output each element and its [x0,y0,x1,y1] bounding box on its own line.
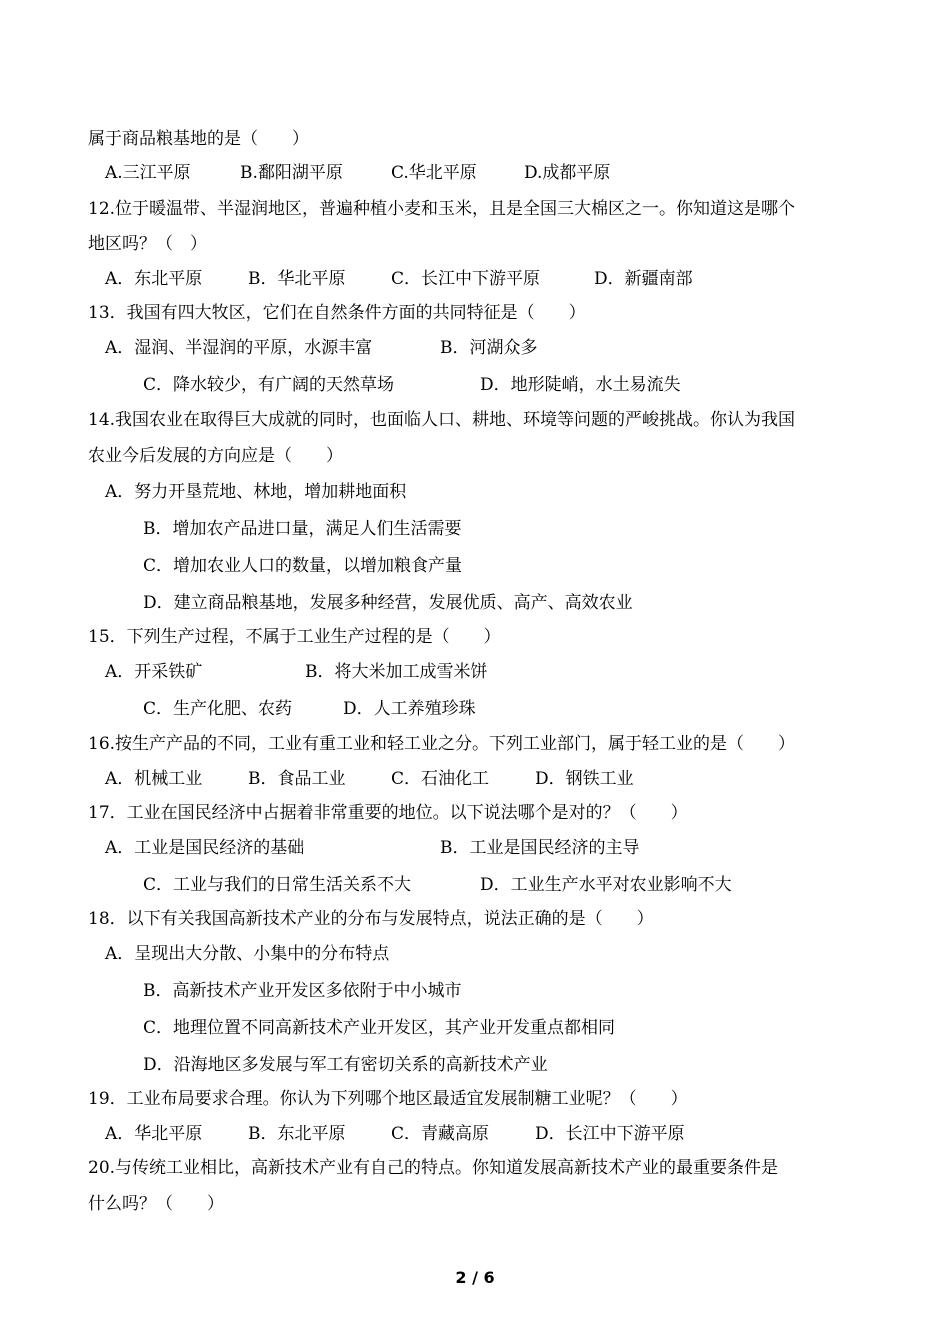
q16-option-a: A．机械工业 [105,769,203,789]
q16-option-b: B．食品工业 [248,769,346,789]
q16-option-c: C．石油化工 [391,769,490,789]
q11-option-a: A.三江平原 [105,163,191,183]
q15-option-a: A．开采铁矿 [105,662,203,682]
q16-option-d: D．钢铁工业 [535,769,634,789]
q17-option-b: B．工业是国民经济的主导 [440,838,640,858]
q14-option-c: C．增加农业人口的数量，以增加粮食产量 [143,556,463,576]
q15-option-c: C．生产化肥、农药 [143,699,293,719]
q17-option-a: A．工业是国民经济的基础 [105,838,305,858]
q18-option-c: C．地理位置不同高新技术产业开发区，其产业开发重点都相同 [143,1018,616,1038]
q17-option-d: D．工业生产水平对农业影响不大 [480,875,732,895]
q19-option-a: A．华北平原 [105,1124,203,1144]
q12-option-d: D．新疆南部 [594,269,693,289]
q11-option-b: B.鄱阳湖平原 [240,163,343,183]
q18-option-d: D．沿海地区多发展与军工有密切关系的高新技术产业 [143,1055,548,1075]
q13-option-b: B．河湖众多 [440,338,538,358]
q19-option-d: D．长江中下游平原 [535,1124,685,1144]
q13-option-d: D．地形陡峭，水土易流失 [480,375,681,395]
q12-stem-line2: 地区吗？（ ） [88,234,207,254]
q19-option-b: B．东北平原 [248,1124,346,1144]
q11-stem: 属于商品粮基地的是（ ） [88,129,309,149]
q15-option-b: B．将大米加工成雪米饼 [305,662,488,682]
q15-option-d: D．人工养殖珍珠 [343,699,476,719]
q12-option-b: B．华北平原 [248,269,346,289]
q12-option-a: A．东北平原 [105,269,203,289]
q15-stem: 15．下列生产过程，不属于工业生产过程的是（ ） [88,627,501,647]
q11-option-c: C.华北平原 [391,163,477,183]
q14-option-d: D．建立商品粮基地，发展多种经营，发展优质、高产、高效农业 [143,593,633,613]
page-number: 2 / 6 [455,1268,495,1287]
q12-stem-line1: 12.位于暖温带、半湿润地区，普遍种植小麦和玉米，且是全国三大棉区之一。你知道这是哪个 [88,199,796,219]
q18-option-b: B．高新技术产业开发区多依附于中小城市 [143,981,462,1001]
q17-option-c: C．工业与我们的日常生活关系不大 [143,875,412,895]
q14-stem-line1: 14.我国农业在取得巨大成就的同时，也面临人口、耕地、环境等问题的严峻挑战。你认为我国 [88,410,796,430]
q14-option-b: B．增加农产品进口量，满足人们生活需要 [143,519,462,539]
q13-option-c: C．降水较少，有广阔的天然草场 [143,375,395,395]
q18-option-a: A．呈现出大分散、小集中的分布特点 [105,944,390,964]
q17-stem: 17．工业在国民经济中占据着非常重要的地位。以下说法哪个是对的？（ ） [88,803,688,823]
q13-option-a: A．湿润、半湿润的平原，水源丰富 [105,338,373,358]
q18-stem: 18．以下有关我国高新技术产业的分布与发展特点，说法正确的是（ ） [88,909,654,929]
q19-option-c: C．青藏高原 [391,1124,490,1144]
q12-option-c: C．长江中下游平原 [391,269,541,289]
q19-stem: 19．工业布局要求合理。你认为下列哪个地区最适宜发展制糖工业呢？（ ） [88,1089,688,1109]
q14-option-a: A．努力开垦荒地、林地，增加耕地面积 [105,482,407,502]
q16-stem: 16.按生产产品的不同，工业有重工业和轻工业之分。下列工业部门，属于轻工业的是（ ） [88,734,796,754]
q20-stem-line2: 什么吗？（ ） [88,1194,224,1214]
q11-option-d: D.成都平原 [524,163,611,183]
q13-stem: 13．我国有四大牧区，它们在自然条件方面的共同特征是（ ） [88,303,586,323]
q20-stem-line1: 20.与传统工业相比，高新技术产业有自己的特点。你知道发展高新技术产业的最重要条件是 [88,1158,779,1178]
q14-stem-line2: 农业今后发展的方向应是（ ） [88,446,343,466]
